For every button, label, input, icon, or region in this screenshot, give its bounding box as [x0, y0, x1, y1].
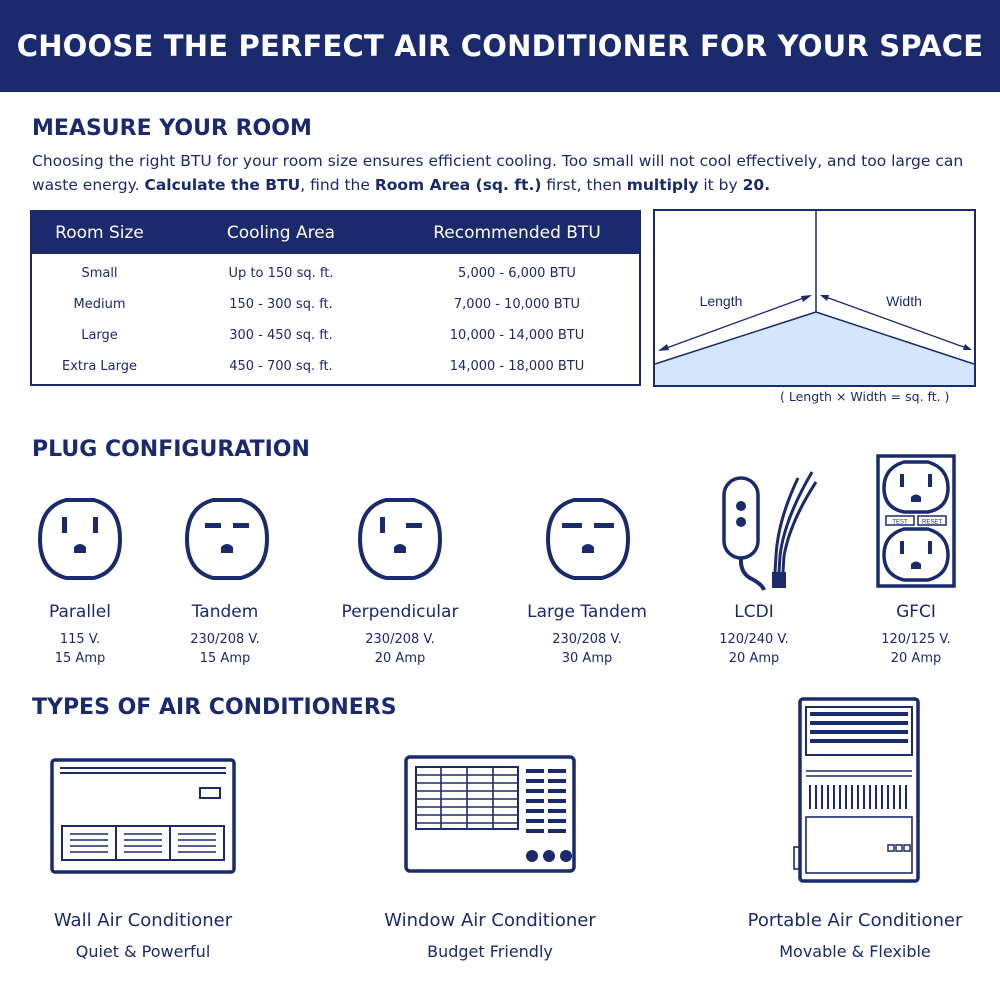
window-ac-subtitle: Budget Friendly	[427, 942, 553, 961]
plug-section-title: PLUG CONFIGURATION	[32, 437, 310, 462]
perpendicular-plug	[356, 495, 444, 583]
header-recommended-btu: Recommended BTU	[433, 223, 601, 243]
cell-room-size: Medium	[73, 297, 126, 312]
tandem-plug	[183, 495, 271, 583]
table-row	[32, 289, 639, 320]
measure-intro: Choosing the right BTU for your room size ensures efficient cooling. Too small will not cool effectively, and too large can waste energy. Calculate the BTU, find the Room Area (sq. ft.) first, then multiply it by 20.	[32, 152, 964, 194]
plug-name-lcdi: LCDI	[734, 602, 774, 622]
plug-spec-tandem: 230/208 V. 15 Amp	[190, 632, 260, 666]
width-label: Width	[886, 293, 922, 309]
cell-btu: 10,000 - 14,000 BTU	[449, 328, 585, 343]
large-tandem-outlet-icon	[544, 495, 632, 583]
window-ac-title: Window Air Conditioner	[384, 910, 596, 931]
room-measure-diagram	[653, 209, 976, 387]
header-banner	[0, 0, 1000, 92]
page-title: CHOOSE THE PERFECT AIR CONDITIONER FOR YOUR SPACE	[16, 29, 984, 63]
cell-btu: 14,000 - 18,000 BTU	[449, 359, 585, 374]
room-formula-caption: ( Length × Width = sq. ft. )	[780, 389, 950, 404]
cell-room-size: Large	[81, 328, 118, 343]
cell-cooling-area: 450 - 700 sq. ft.	[229, 359, 333, 374]
wall-ac-subtitle: Quiet & Powerful	[75, 942, 211, 961]
plug-name-tandem: Tandem	[191, 602, 259, 622]
plug-spec-gfci: 120/125 V. 20 Amp	[881, 632, 951, 666]
table-row	[32, 351, 639, 382]
header-cooling-area: Cooling Area	[226, 223, 336, 243]
cell-room-size: Extra Large	[61, 359, 138, 374]
gfci-outlet-icon	[876, 454, 956, 588]
parallel-outlet-icon	[36, 495, 124, 583]
table-row	[32, 258, 639, 289]
header-room-size: Room Size	[55, 223, 144, 243]
plug-name-large-tandem: Large Tandem	[527, 602, 647, 622]
perpendicular-outlet-icon	[356, 495, 444, 583]
lcdi-plug-icon	[716, 460, 820, 595]
gfci-test-label: TEST	[892, 519, 908, 526]
table-row	[32, 320, 639, 351]
wall-ac-title: Wall Air Conditioner	[53, 910, 233, 931]
cell-cooling-area: 150 - 300 sq. ft.	[229, 297, 333, 312]
length-label: Length	[699, 293, 743, 309]
plug-spec-parallel: 115 V. 15 Amp	[54, 632, 106, 666]
cell-cooling-area: 300 - 450 sq. ft.	[229, 328, 333, 343]
tandem-outlet-icon	[183, 495, 271, 583]
large-tandem-plug	[544, 495, 632, 583]
portable-ac-subtitle: Movable & Flexible	[779, 942, 931, 961]
parallel-plug	[36, 495, 124, 583]
cell-btu: 7,000 - 10,000 BTU	[453, 297, 581, 312]
plug-name-perpendicular: Perpendicular	[341, 602, 459, 622]
portable-ac-icon	[792, 697, 922, 883]
plug-spec-large-tandem: 230/208 V. 30 Amp	[552, 632, 622, 666]
btu-table-header	[32, 212, 639, 254]
cell-cooling-area: Up to 150 sq. ft.	[228, 266, 334, 281]
types-section-title: TYPES OF AIR CONDITIONERS	[32, 695, 397, 720]
window-ac-icon	[404, 755, 576, 873]
cell-btu: 5,000 - 6,000 BTU	[458, 266, 576, 281]
plug-name-parallel: Parallel	[49, 602, 111, 622]
cell-room-size: Small	[81, 266, 118, 281]
portable-ac-title: Portable Air Conditioner	[747, 910, 963, 931]
wall-ac-icon	[50, 758, 236, 874]
gfci-reset-label: RESET	[921, 519, 943, 526]
plug-spec-perpendicular: 230/208 V. 20 Amp	[365, 632, 435, 666]
plug-spec-lcdi: 120/240 V. 20 Amp	[719, 632, 789, 666]
btu-table	[30, 210, 641, 386]
measure-section-title: MEASURE YOUR ROOM	[32, 116, 312, 141]
plug-name-gfci: GFCI	[896, 602, 936, 622]
